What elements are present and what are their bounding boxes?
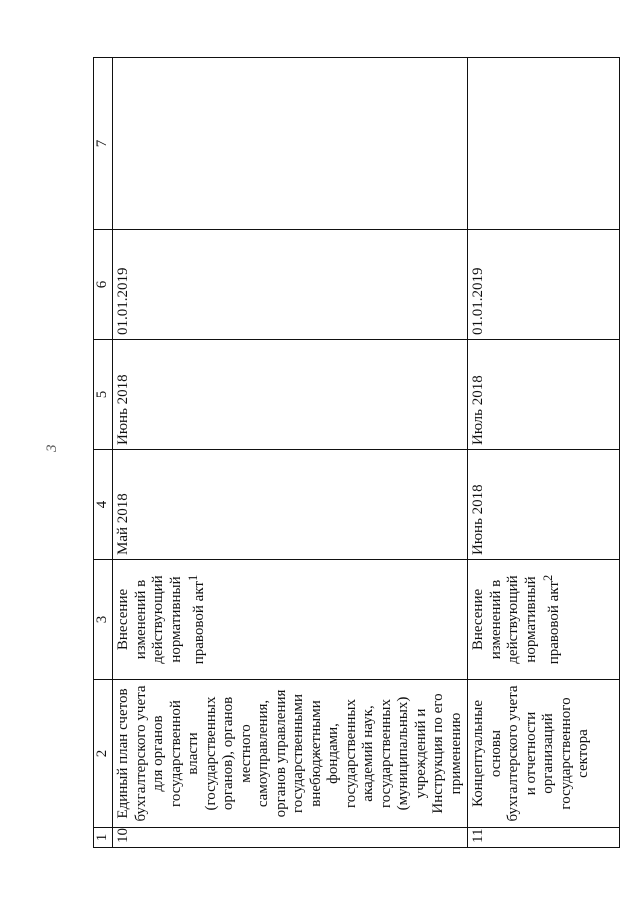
action-cell <box>113 560 468 680</box>
footnote-mark: 1 <box>186 574 200 582</box>
col-header-2: 2 <box>94 680 113 828</box>
header-row <box>94 58 113 848</box>
date-col4: Июнь 2018 <box>468 450 620 560</box>
col7-cell <box>468 58 620 230</box>
table-row <box>113 58 468 848</box>
col-header-3: 3 <box>94 560 113 680</box>
action-text: Внесение изменений в действующий нормативный правовой акт <box>115 575 207 665</box>
date-col5: Июнь 2018 <box>113 340 468 450</box>
date-col5: Июль 2018 <box>468 340 620 450</box>
table-row <box>468 58 620 848</box>
col-header-7: 7 <box>94 58 113 230</box>
document-name: Концептуальные основы бухгалтерского учета и отчетности организаций государственного сектора <box>468 680 620 828</box>
action-cell <box>468 560 620 680</box>
col-header-1: 1 <box>94 828 113 848</box>
schedule-table <box>93 57 620 848</box>
col-header-6: 6 <box>94 230 113 340</box>
page-number: 3 <box>44 444 60 452</box>
row-number: 10 <box>113 828 468 848</box>
rotated-table-container <box>93 58 608 848</box>
document-name: Единый план счетов бухгалтерского учета для органов государственной власти (государственных органов), органов местного самоуправления, органов управления государственными внебюджетными фондами, государственных академий наук, государственных (муниципальных) учреждений и Инструкция по его применению <box>113 680 468 828</box>
col-header-5: 5 <box>94 340 113 450</box>
date-col6: 01.01.2019 <box>113 230 468 340</box>
footnote-mark: 2 <box>541 574 555 582</box>
date-col6: 01.01.2019 <box>468 230 620 340</box>
col7-cell <box>113 58 468 230</box>
date-col4: Май 2018 <box>113 450 468 560</box>
row-number: 11 <box>468 828 620 848</box>
col-header-4: 4 <box>94 450 113 560</box>
action-text: Внесение изменений в действующий нормативный правовой акт <box>470 575 562 665</box>
